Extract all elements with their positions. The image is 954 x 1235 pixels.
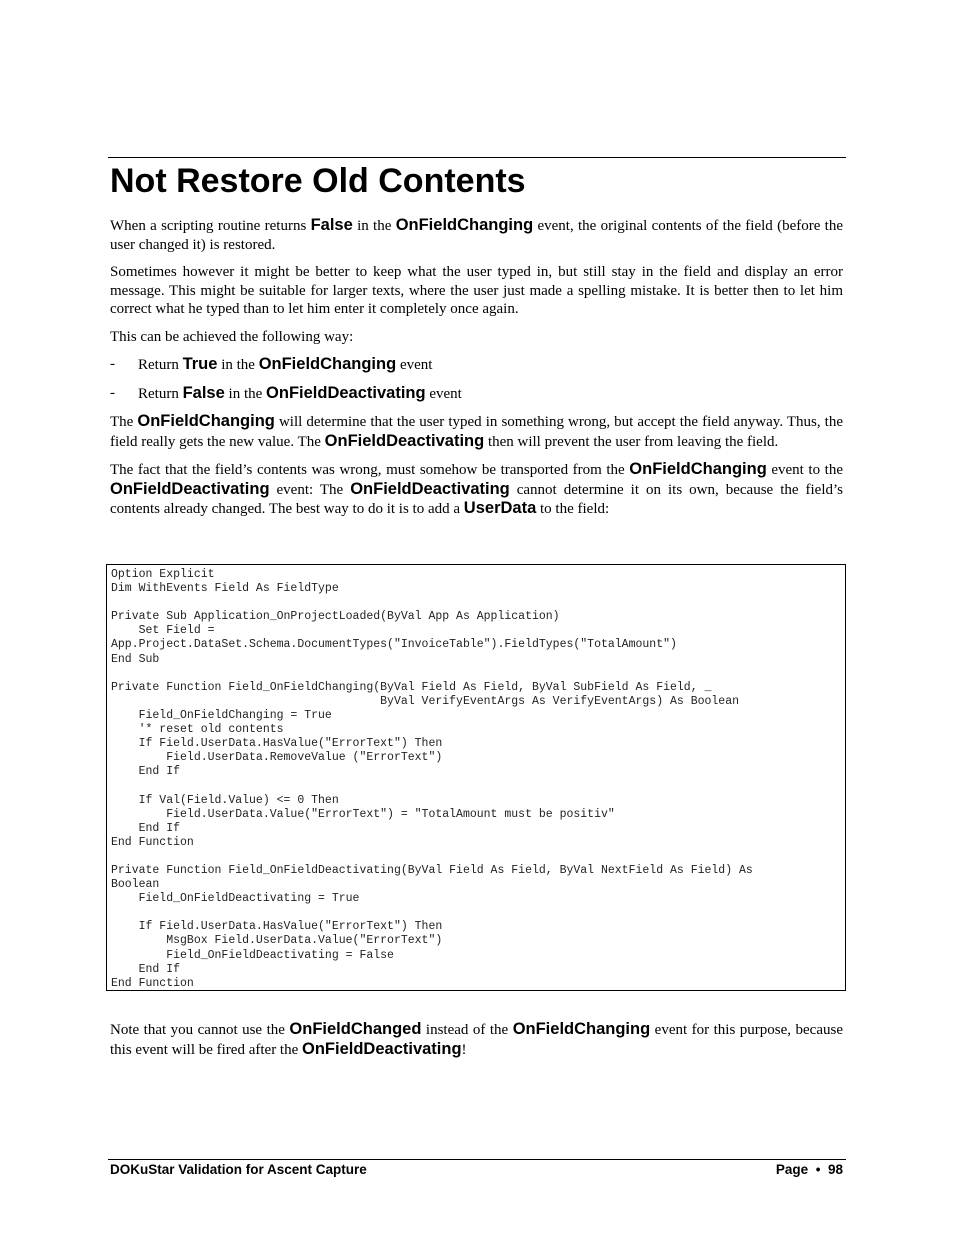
text-run: event <box>396 357 433 373</box>
text-run: cannot determine it on its own, because the field’s contents already changed. The best way to do it is to add a <box>110 481 843 517</box>
text-run: ! <box>461 1042 467 1058</box>
text-run: Return <box>138 385 183 402</box>
bullet-separator: • <box>815 1162 821 1177</box>
footer-title: DOKuStar Validation for Ascent Capture <box>110 1162 367 1177</box>
keyword-onfielddeactivating: OnFieldDeactivating <box>324 431 485 450</box>
header-rule <box>108 157 846 158</box>
page-number-group <box>776 1161 843 1179</box>
note-paragraph <box>110 1020 843 1060</box>
text-run: will determine that the user typed in something wrong, but accept the field anyway. Thus, the field really gets the new value. The <box>110 414 843 450</box>
list-item <box>110 355 843 375</box>
text-run: event for this purpose, because this event will be fired after the <box>110 1022 843 1058</box>
text-run: Note that you cannot use the <box>110 1022 290 1038</box>
keyword-onfieldchanging: OnFieldChanging <box>512 1020 651 1038</box>
paragraph-4 <box>110 412 843 451</box>
paragraph-5 <box>110 460 843 519</box>
text-run: Return <box>138 357 183 373</box>
paragraph-2: Sometimes however it might be better to keep what the user typed in, but still stay in the field and display an error message. This might be suitable for larger texts, where the user just made a spelling mistake. It is better then to let him correct what he typed than to let him enter it completely once again. <box>110 264 843 317</box>
footer-rule <box>108 1159 846 1160</box>
list-text <box>138 384 462 404</box>
text-run: event: The <box>269 481 351 498</box>
keyword-onfielddeactivating: OnFieldDeactivating <box>110 479 270 498</box>
keyword-userdata: UserData <box>463 499 537 517</box>
keyword-false: False <box>182 383 225 402</box>
page-footer <box>110 1161 843 1179</box>
page-label: Page <box>775 1162 809 1177</box>
keyword-onfielddeactivating: OnFieldDeactivating <box>350 479 510 498</box>
text-run: in the <box>217 357 259 373</box>
code-listing: Option Explicit Dim WithEvents Field As FieldType Private Sub Application_OnProjectLoaded(ByVal App As Application) Set Field = App.Project.DataSet.Schema.DocumentTypes("InvoiceTable").FieldTypes("TotalAmount") End Sub Private Function Field_OnFieldChanging(ByVal Field As Field, ByVal SubField As Field, _ ByVal VerifyEventArgs As VerifyEventArgs) As Boolean Field_OnFieldChanging = True '* reset old contents If Field.UserData.HasValue("ErrorText") Then Field.UserData.RemoveValue ("ErrorText") End If If Val(Field.Value) <= 0 Then Field.UserData.Value("ErrorText") = "TotalAmount must be positiv" End If End Function Private Function Field_OnFieldDeactivating(ByVal Field As Field, ByVal NextField As Field) As Boolean Field_OnFieldDeactivating = True If Field.UserData.HasValue("ErrorText") Then MsgBox Field.UserData.Value("ErrorText") Field_OnFieldDeactivating = False End If End Function <box>111 568 753 990</box>
text-run: When a scripting routine returns <box>110 218 311 234</box>
text-run: The <box>110 414 138 430</box>
keyword-onfieldchanging: OnFieldChanging <box>629 460 767 478</box>
text-run: to the field: <box>536 501 610 517</box>
text-run: in the <box>352 218 396 234</box>
text-run: The fact that the field’s contents was wrong, must somehow be transported from the <box>110 462 630 478</box>
keyword-onfieldchanging: OnFieldChanging <box>395 216 534 234</box>
keyword-onfieldchanging: OnFieldChanging <box>137 412 275 430</box>
code-block <box>106 564 846 991</box>
text-run: then will prevent the user from leaving the field. <box>484 433 779 450</box>
keyword-onfieldchanged: OnFieldChanged <box>289 1020 422 1038</box>
text-run: event, the original contents of the field (before the user changed it) is restored. <box>110 218 843 253</box>
list-item <box>110 384 843 404</box>
page-number: 98 <box>827 1162 843 1177</box>
keyword-false: False <box>310 216 353 234</box>
list-text <box>138 355 432 375</box>
keyword-onfielddeactivating: OnFieldDeactivating <box>302 1040 462 1058</box>
list-dash: - <box>110 356 115 372</box>
text-run: instead of the <box>421 1022 513 1038</box>
text-run: event <box>425 385 462 402</box>
list-dash: - <box>110 384 115 401</box>
page-title: Not Restore Old Contents <box>110 162 526 200</box>
keyword-onfielddeactivating: OnFieldDeactivating <box>266 383 426 402</box>
paragraph-1 <box>110 216 843 254</box>
paragraph-3: This can be achieved the following way: <box>110 328 354 345</box>
body-text <box>110 216 843 528</box>
keyword-true: True <box>182 355 218 373</box>
keyword-onfieldchanging: OnFieldChanging <box>258 355 397 373</box>
text-run: in the <box>224 385 267 402</box>
text-run: event to the <box>766 462 843 478</box>
